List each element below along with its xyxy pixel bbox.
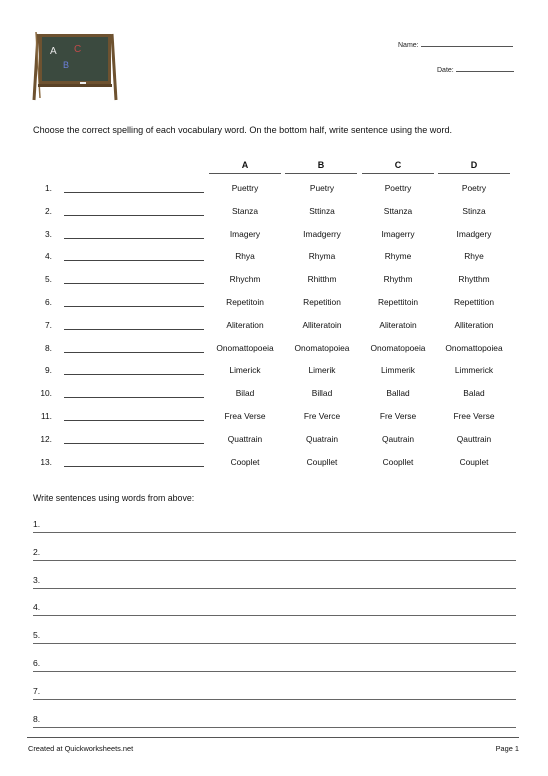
option-d: Stinza (462, 205, 486, 216)
answer-blank[interactable] (64, 420, 204, 421)
option-d: Alliteration (454, 319, 494, 330)
question-row (0, 274, 548, 297)
question-number: 13. (40, 456, 52, 467)
date-blank[interactable] (456, 65, 514, 72)
sentence-line[interactable]: 1. (33, 519, 516, 533)
question-row (0, 297, 548, 320)
question-number: 12. (40, 433, 52, 444)
question-row (0, 229, 548, 252)
option-b: Puetry (309, 183, 335, 193)
option-d: Repettition (453, 297, 495, 307)
sentence-line[interactable]: 7. (33, 686, 516, 700)
option-b: Fre Verce (303, 411, 341, 421)
date-field[interactable] (437, 65, 514, 74)
question-number: 3. (45, 228, 52, 239)
question-number: 1. (45, 183, 52, 193)
option-a: Quattrain (227, 433, 263, 444)
footer-credit: Created at Quickworksheets.net (28, 744, 134, 753)
question-row (0, 434, 548, 457)
answer-blank[interactable] (64, 397, 204, 398)
option-d: Couplet (459, 456, 489, 467)
question-number: 7. (45, 319, 52, 330)
option-b: Rhyma (308, 251, 336, 262)
option-a: Frea Verse (224, 411, 266, 421)
option-a: Rhychm (229, 274, 261, 285)
option-c: Onomatopoeia (370, 342, 426, 353)
sentence-line[interactable]: 2. (33, 547, 516, 561)
sentences-title: Write sentences using words from above: (33, 493, 195, 503)
option-c: Rhythm (383, 274, 413, 285)
question-row (0, 365, 548, 388)
answer-blank[interactable] (64, 215, 204, 216)
option-c: Fre Verse (379, 411, 417, 421)
option-c: Rhyme (384, 251, 412, 262)
option-d: Onomattopoiea (445, 342, 503, 353)
answer-blank[interactable] (64, 192, 204, 193)
question-row (0, 411, 548, 434)
option-a: Limerick (229, 365, 261, 376)
name-field[interactable] (398, 40, 513, 49)
option-d: Limmerick (454, 365, 494, 376)
option-c: Repettitoin (377, 297, 419, 307)
answer-blank[interactable] (64, 306, 204, 307)
option-c: Ballad (386, 388, 410, 399)
board-letter-b: B (63, 60, 70, 70)
question-number: 11. (40, 411, 52, 421)
option-d: Qauttrain (456, 433, 492, 444)
answer-blank[interactable] (64, 329, 204, 330)
sentence-line[interactable]: 8. (33, 714, 516, 728)
column-header-c: C (362, 160, 434, 174)
answer-blank[interactable] (64, 466, 204, 467)
option-a: Rhya (235, 251, 255, 262)
option-b: Billad (311, 388, 333, 399)
option-a: Puettry (231, 183, 259, 193)
option-b: Imadgerry (303, 228, 341, 239)
answer-blank[interactable] (64, 352, 204, 353)
answer-blank[interactable] (64, 283, 204, 284)
board-letter-c: C (74, 44, 82, 55)
column-header-b: B (285, 160, 357, 174)
column-header-a: A (209, 160, 281, 174)
answer-blank[interactable] (64, 238, 204, 239)
date-label: Date: (437, 67, 454, 74)
sentence-line[interactable]: 5. (33, 630, 516, 644)
question-row (0, 206, 548, 229)
instructions: Choose the correct spelling of each vocabulary word. On the bottom half, write sentence using the word. (33, 125, 453, 135)
sentence-line[interactable]: 4. (33, 602, 516, 616)
footer (27, 737, 519, 753)
question-row (0, 343, 548, 366)
option-a: Bilad (235, 388, 255, 399)
question-number: 4. (45, 251, 52, 262)
question-number: 8. (45, 342, 52, 353)
option-b: Repetition (303, 297, 341, 307)
name-label: Name: (398, 42, 419, 49)
board-letter-a: A (50, 46, 57, 57)
option-c: Limmerik (381, 365, 415, 376)
question-row (0, 388, 548, 411)
answer-blank[interactable] (64, 260, 204, 261)
question-number: 9. (45, 365, 52, 376)
option-b: Onomatopoiea (294, 342, 350, 353)
answer-blank[interactable] (64, 443, 204, 444)
question-row (0, 457, 548, 480)
question-number: 10. (40, 388, 52, 399)
option-b: Rhitthm (307, 274, 337, 285)
sentence-line[interactable]: 3. (33, 575, 516, 589)
option-a: Onomattopoeia (216, 342, 274, 353)
option-c: Coopllet (382, 456, 414, 467)
chalkboard-icon (30, 30, 120, 102)
option-d: Rhye (464, 251, 484, 262)
question-number: 6. (45, 297, 52, 307)
sentence-line[interactable]: 6. (33, 658, 516, 672)
option-c: Imagerry (381, 228, 415, 239)
option-a: Cooplet (230, 456, 260, 467)
option-d: Free Verse (453, 411, 495, 421)
option-b: Quatrain (305, 433, 339, 444)
question-row (0, 251, 548, 274)
option-b: Coupllet (306, 456, 338, 467)
option-a: Aliteration (226, 319, 264, 330)
option-c: Poettry (384, 183, 412, 193)
column-header-d: D (438, 160, 510, 174)
option-b: Alliteratoin (302, 319, 342, 330)
question-row (0, 320, 548, 343)
option-a: Imagery (229, 228, 261, 239)
option-d: Balad (463, 388, 485, 399)
answer-blank[interactable] (64, 374, 204, 375)
option-c: Qautrain (381, 433, 415, 444)
option-a: Stanza (231, 205, 259, 216)
option-b: Limerik (308, 365, 336, 376)
option-c: Aliteratoin (379, 319, 417, 330)
option-a: Repetitoin (226, 297, 264, 307)
question-row (0, 183, 548, 206)
question-number: 2. (45, 205, 52, 216)
option-d: Poetry (461, 183, 487, 193)
option-d: Imadgery (456, 228, 492, 239)
option-d: Rhytthm (458, 274, 490, 285)
page-number: Page 1 (495, 744, 519, 753)
option-c: Sttanza (383, 205, 413, 216)
name-blank[interactable] (421, 40, 513, 47)
option-b: Sttinza (309, 205, 335, 216)
question-number: 5. (45, 274, 52, 285)
